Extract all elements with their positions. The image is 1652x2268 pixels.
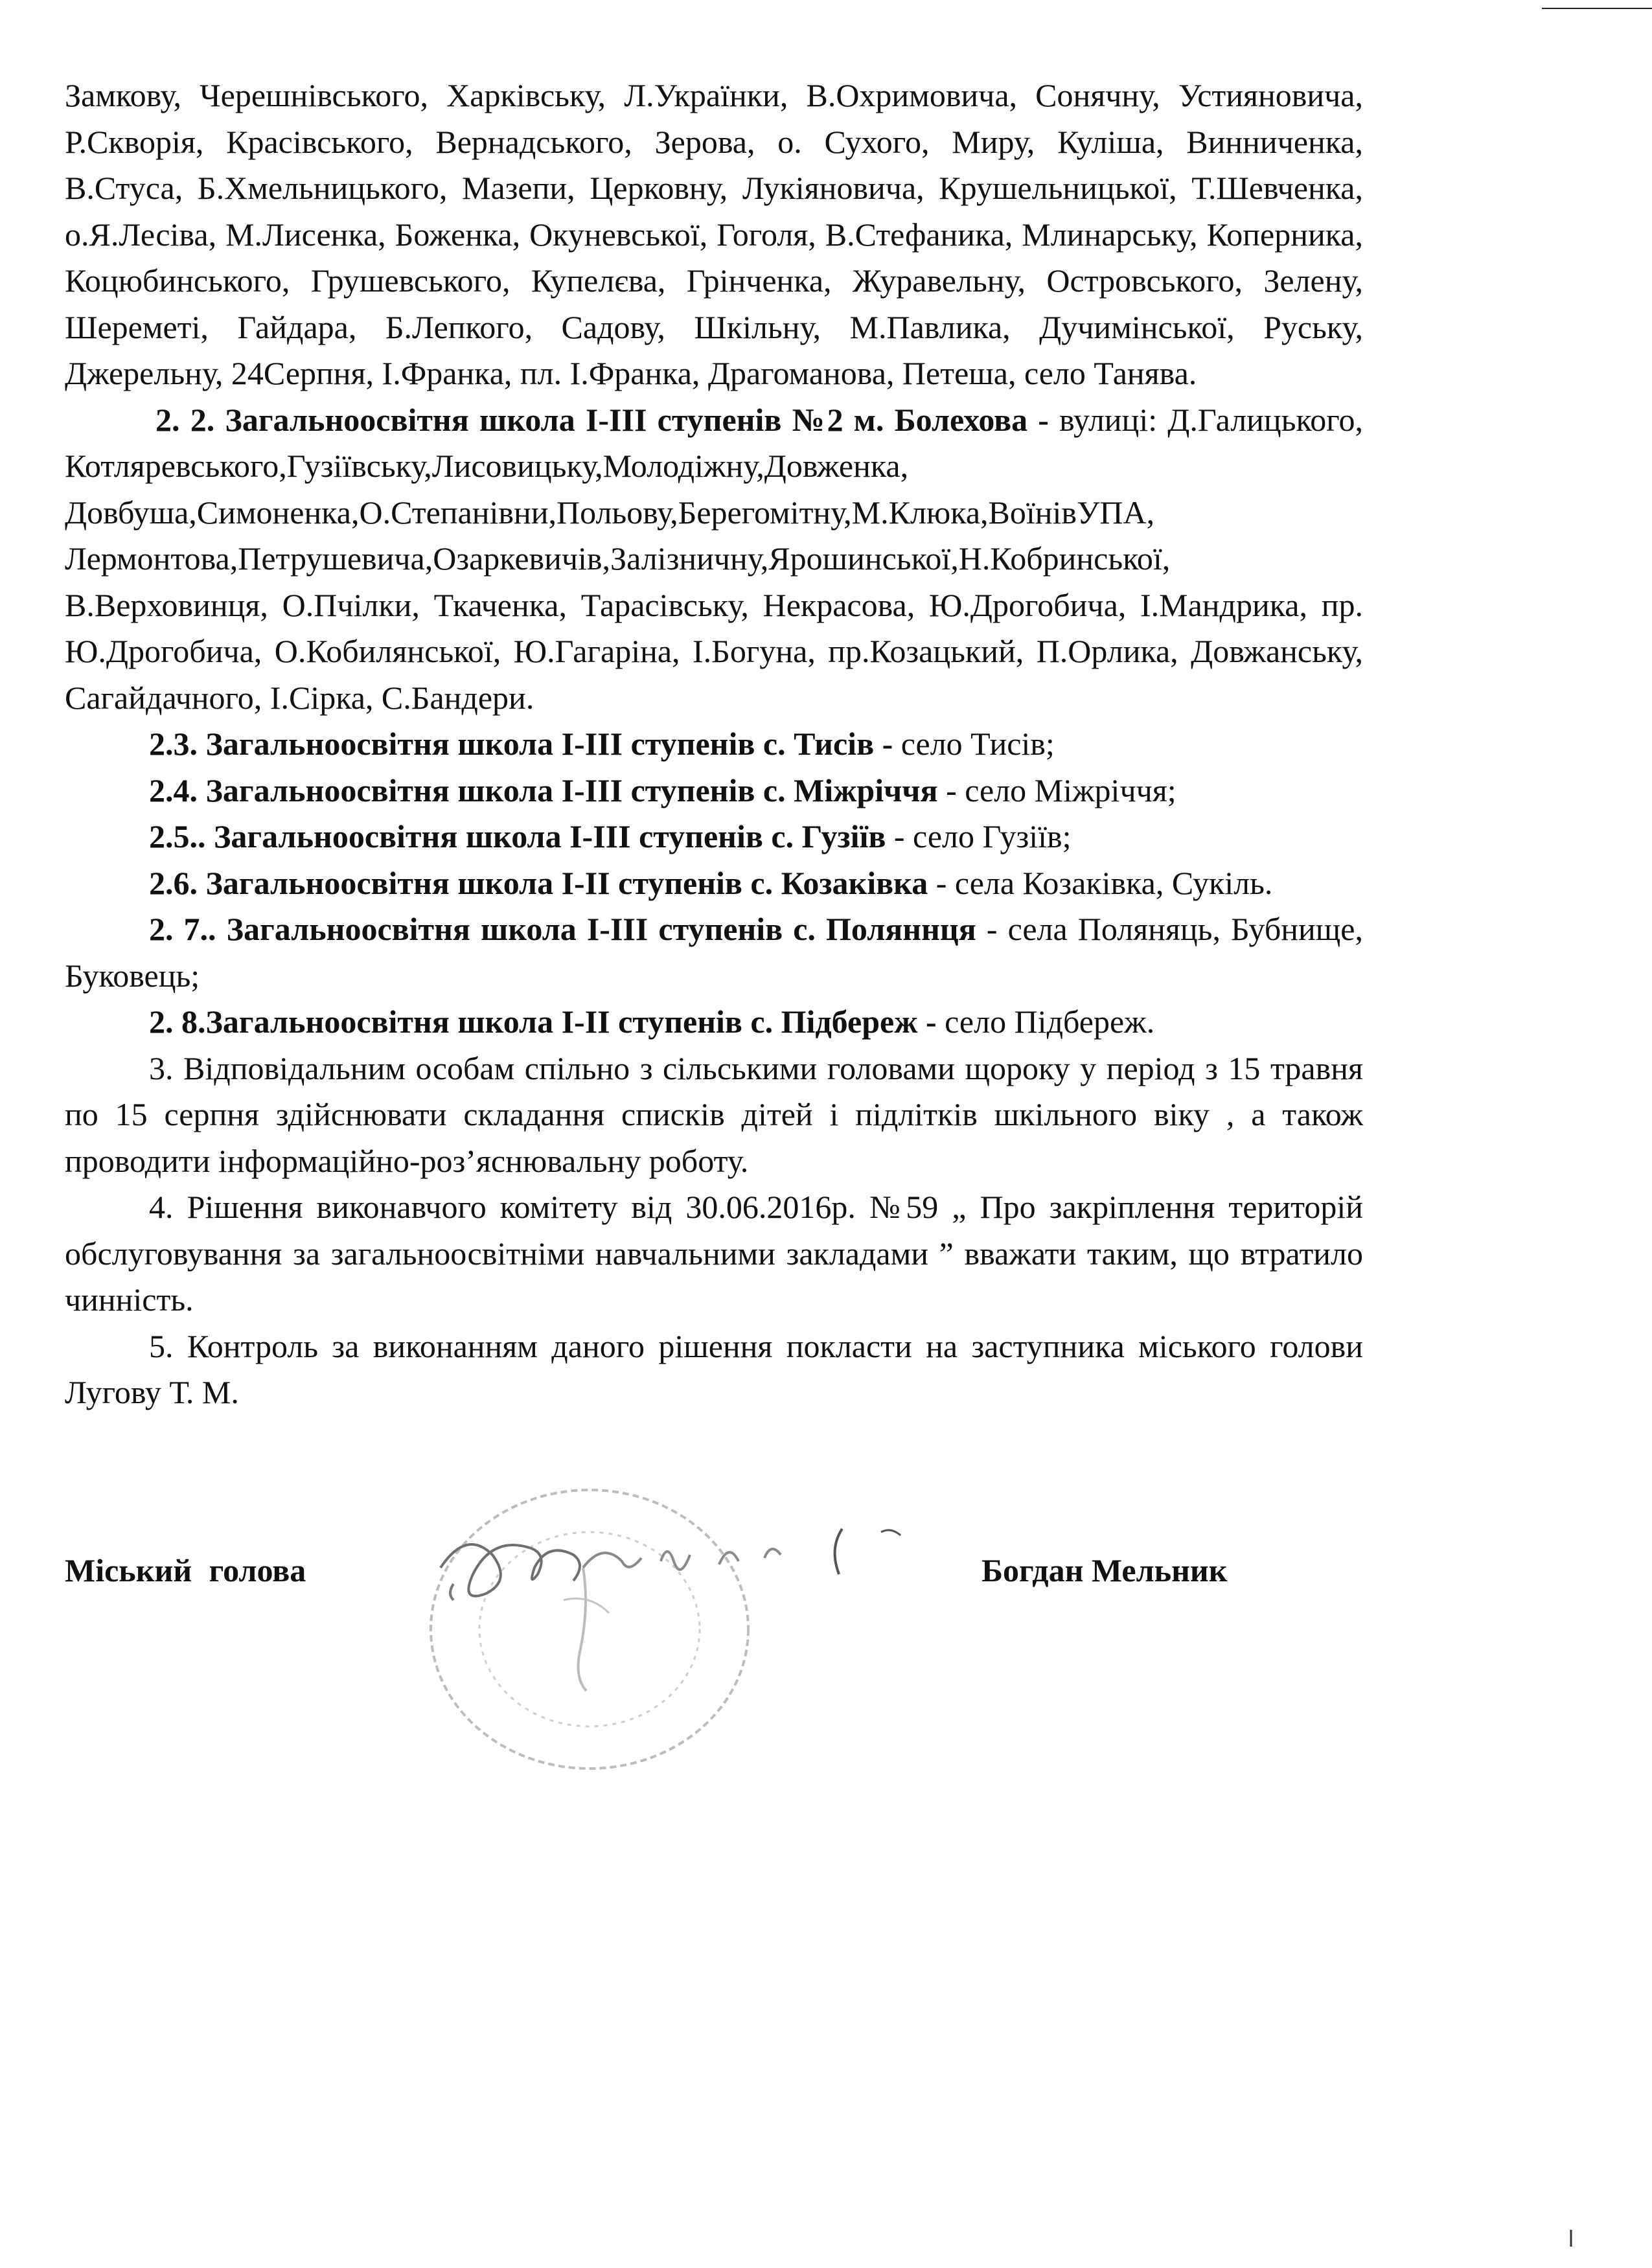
item-4: 4. Рішення виконавчого комітету від 30.06.2016р. №59 „ Про закріплення територій обслуговування за загальноосвітніми навчальними закладами ” вважати таким, що втратило чинність. xyxy=(65,1189,1363,1318)
item-2-7-text: - села Поляняць, Бубнище, Буковець; xyxy=(65,911,1363,994)
corner-mark xyxy=(1568,2228,1581,2248)
signer-name: Богдан Мельник xyxy=(981,1552,1228,1588)
item-2-3-title: 2.3. Загальноосвітня школа І-ІІІ ступенів с. Тисів - xyxy=(149,726,893,762)
item-2-4-title: 2.4. Загальноосвітня школа І-ІІІ ступенів с. Міжріччя xyxy=(149,772,938,808)
item-2-6 xyxy=(65,860,1363,907)
item-2-7-title: 2. 7.. Загальноосвітня школа І-ІІІ ступенів с. Поляннця xyxy=(149,911,976,947)
item-2-8-title: 2. 8.Загальноосвітня школа І-ІІ ступенів с. Підбереж - xyxy=(149,1003,937,1040)
item-2-4 xyxy=(65,768,1363,814)
item-2-5 xyxy=(65,814,1363,860)
item-2-2 xyxy=(65,397,1363,722)
item-2-4-text: - село Міжріччя; xyxy=(937,772,1176,808)
item-2-7 xyxy=(65,906,1363,999)
item-2-5-text: - село Гузіїв; xyxy=(886,818,1072,854)
item-3: 3. Відповідальним особам спільно з сільськими головами щороку у період з 15 травня по 15 серпня здійснювати складання списків дітей і підлітків шкільного віку , а також проводити інформаційно-роз’яснювальну роботу. xyxy=(65,1049,1363,1179)
item-2-5-title: 2.5.. Загальноосвітня школа І-ІІІ ступенів с. Гузіїв xyxy=(149,818,886,854)
item-5: 5. Контроль за виконанням даного рішення покласти на заступника міського голови Лугову Т. М. xyxy=(65,1327,1363,1410)
item-2-6-text: - села Козаківка, Сукіль. xyxy=(928,864,1273,901)
item-2-3 xyxy=(65,721,1363,768)
document-body xyxy=(65,73,1363,1416)
item-2-3-text: село Тисів; xyxy=(893,726,1055,762)
item-2-6-title: 2.6. Загальноосвітня школа І-ІІ ступенів с. Козаківка xyxy=(149,864,928,901)
top-edge-line xyxy=(1542,8,1652,9)
item-2-8-text: село Підбереж. xyxy=(936,1003,1155,1040)
signature-block xyxy=(65,1552,1360,1603)
signer-title: Міський голова xyxy=(65,1552,306,1588)
item-2-2-title: 2. 2. Загальноосвітня школа І-ІІІ ступенів №2 м. Болехова - xyxy=(155,401,1049,438)
streets-list-1: Замкову, Черешнівського, Харківську, Л.Українки, В.Охримовича, Сонячну, Устияновича, Р.Скворія, Красівського, Вернадського, Зерова, о. Сухого, Миру, Куліша, Винниченка, В.Стуса, Б.Хмельницького, Мазепи, Церковну, Лукіяновича, Крушельницької, Т.Шевченка, о.Я.Лесіва, М.Лисенка, Боженка, Окуневської, Гоголя, В.Стефаника, Млинарську, Коперника, Коцюбинського, Грушевського, Купелєва, Грінченка, Журавельну, Островського, Зелену, Шереметі, Гайдара, Б.Лепкого, Садову, Шкільну, М.Павлика, Дучимінської, Руську, Джерельну, 24Серпня, І.Франка, пл. І.Франка, Драгоманова, Петеша, село Танява. xyxy=(65,77,1363,391)
item-2-2-text: вулиці: Д.Галицького, Котляревського,Гузіївську,Лисовицьку,Молодіжну,Довженка, Довбуша,Симоненка,О.Степанівни,Польову,Берегомітну,М.Клюка,ВоїнівУПА, Лермонтова,Петрушевича,Озаркевичів,Залізничну,Ярошинської,Н.Кобринської, В.Верховинця, О.Пчілки, Ткаченка, Тарасівську, Некрасова, Ю.Дрогобича, І.Мандрика, пр. Ю.Дрогобича, О.Кобилянської, Ю.Гагаріна, І.Богуна, пр.Козацький, П.Орлика, Довжанську, Сагайдачного, І.Сірка, С.Бандери. xyxy=(65,401,1363,716)
item-2-8 xyxy=(65,999,1363,1046)
